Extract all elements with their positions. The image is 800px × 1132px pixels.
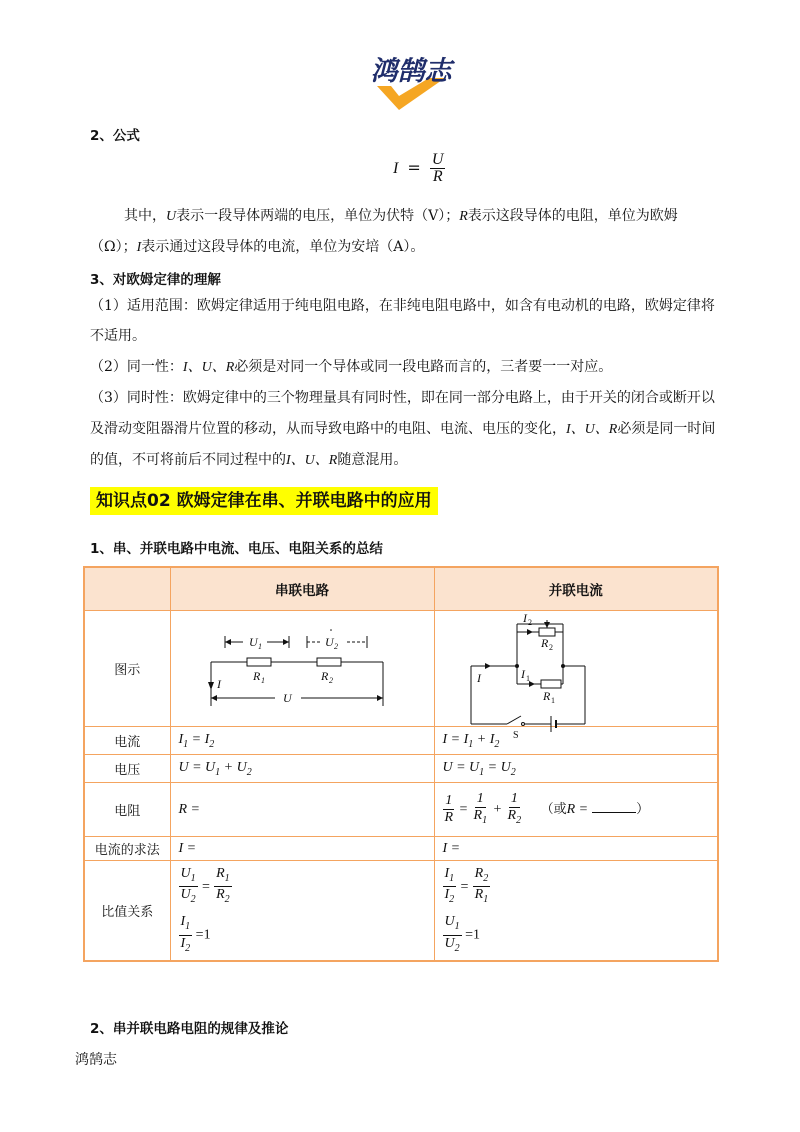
label-current-calc: 电流的求法 [84,837,170,861]
understanding-line-4: （3）同时性：欧姆定律中的三个物理量具有同时性，即在同一部分电路上，由于开关的闭合或断开以 [90,390,715,406]
header-parallel: 并联电流 [434,567,718,611]
parallel-voltage-eq: $U = U_1 = U_2$ [434,755,718,783]
table-row-diagram [84,611,718,727]
page-footer: 鸿鹄志 [75,1052,117,1068]
table-row-resistance [84,783,718,837]
label-r1: R [542,688,550,703]
label-u1: U [248,634,258,649]
label-current: 电流 [84,727,170,755]
brand-logo [355,52,467,110]
ohm-formula: I = $\frac{U}{R}$ [393,151,444,185]
svg-text:1: 1 [260,675,265,685]
svg-text:1: 1 [257,641,262,651]
label-r1: R [252,668,260,683]
logo-text: 鸿鹄志 [370,56,452,87]
formula-lhs: I [393,160,399,177]
paragraph-formula-desc-2: （Ω）；I表示通过这段导体的电流，单位为安培（A）。 [90,239,425,255]
parallel-current-eq: $I = I_1 + I_2$ [434,727,718,755]
label-ratio: 比值关系 [84,861,170,961]
svg-text:2: 2 [527,617,532,627]
summary-table [83,566,719,962]
svg-text:2: 2 [548,642,553,652]
understanding-line-3: （2）同一性：I、U、R必须是对同一个导体或同一段电路而言的，三者要一一对应。 [90,359,613,375]
series-ratio-eqs: $\frac{U_1}{U_2}$ = $\frac{R_1}{R_2}$ $\frac{I_1}{I_2}$ =1 [170,861,434,961]
svg-text:1: 1 [550,695,555,705]
table-row-current-calc [84,837,718,861]
label-current: I [216,676,221,691]
series-resistance-eq: R = [170,783,434,837]
series-voltage-eq: $U = U_1 + U_2$ [170,755,434,783]
label-u2: U [324,634,334,649]
label-total-voltage: U [282,690,292,705]
label-voltage: 电压 [84,755,170,783]
section-heading-understanding: 3、对欧姆定律的理解 [90,272,221,288]
understanding-line-6: 的值，不可将前后不同过程中的I、U、R随意混用。 [90,452,408,468]
subheading-summary: 1、串、并联电路中电流、电压、电阻关系的总结 [90,541,383,557]
series-diagram-cell [170,611,434,727]
subheading-resistance-rules: 2、串并联电路电阻的规律及推论 [90,1021,289,1037]
table-row-voltage [84,755,718,783]
table-row-current [84,727,718,755]
label-diagram: 图示 [84,611,170,727]
series-circuit-diagram [171,612,435,726]
svg-text:1: 1 [525,673,530,683]
label-switch: S [512,729,519,741]
paragraph-formula-desc-1: 其中，U表示一段导体两端的电压，单位为伏特（V）；R表示这段导体的电阻，单位为欧姆 [124,208,678,224]
parallel-resistance-eq: $\frac{1}{R}$ = $\frac{1}{R_1}$ + $\frac{1}{R_2}$ （或R = ） [434,783,718,837]
label-r2: R [320,668,328,683]
formula-denominator: R [432,168,443,185]
label-r2: R [540,635,548,650]
svg-text:2: 2 [328,675,333,685]
parallel-current-calc: I = [434,837,718,861]
header-empty-cell [84,567,170,611]
label-i: I [476,670,481,685]
formula-fraction [430,152,446,185]
understanding-line-1: （1）适用范围：欧姆定律适用于纯电阻电路，在非纯电阻电路中，如含有电动机的电路，欧姆定律将 [90,298,715,314]
series-current-eq: $I_1 = I_2$ [170,727,434,755]
understanding-line-5: 及滑动变阻器滑片位置的移动，从而导致电路中的电阻、电流、电压的变化，I、U、R必须是同一时间 [90,421,716,437]
table-header-row [84,567,718,611]
label-i1: I [520,666,525,681]
series-current-calc: I = [170,837,434,861]
header-series: 串联电路 [170,567,434,611]
label-resistance: 电阻 [84,783,170,837]
label-i2: I [522,610,527,625]
understanding-line-2: 不适用。 [90,328,146,344]
section-heading-formula: 2、公式 [90,128,140,144]
formula-numerator: U [431,151,444,168]
knowledge-point-title: 知识点02 欧姆定律在串、并联电路中的应用 [90,487,438,515]
parallel-ratio-eqs: $\frac{I_1}{I_2}$ = $\frac{R_2}{R_1}$ $\frac{U_1}{U_2}$ =1 [434,861,718,961]
table-row-ratio [84,861,718,961]
svg-text:2: 2 [333,641,338,651]
